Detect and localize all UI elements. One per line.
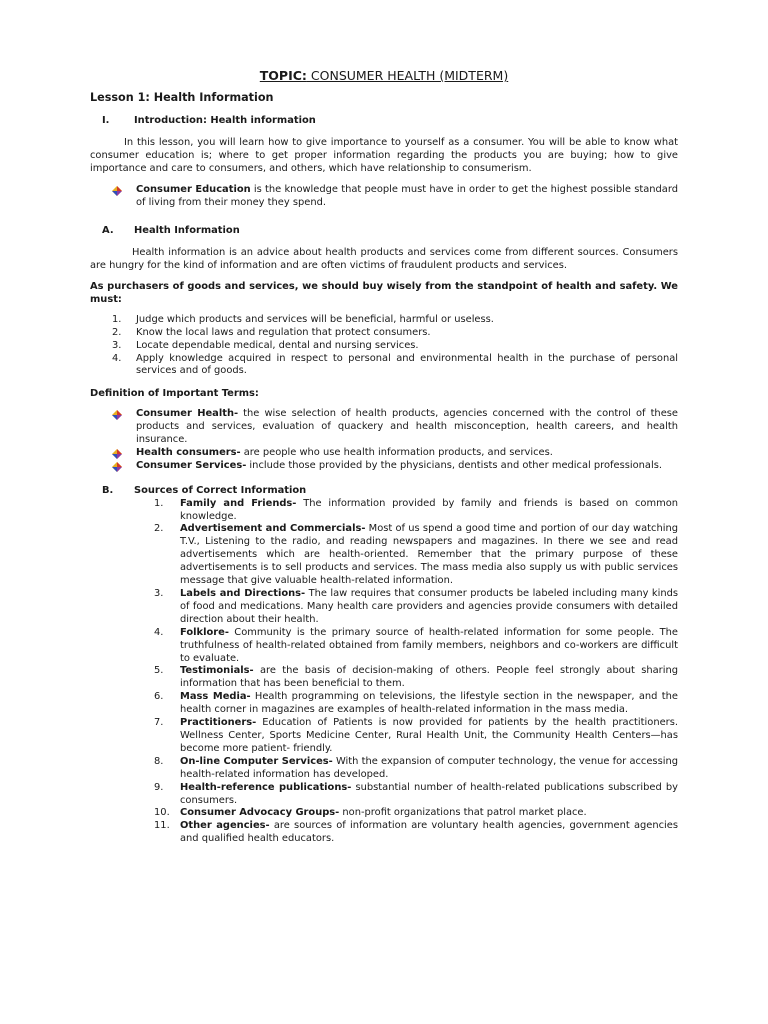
source-term: Advertisement and Commercials- bbox=[180, 523, 366, 535]
list-item bbox=[154, 717, 678, 756]
source-term: Consumer Advocacy Groups- bbox=[180, 807, 340, 819]
bullet-diamond-icon bbox=[112, 184, 136, 196]
definition-term: Health consumers- bbox=[136, 446, 241, 458]
definition-text: is the knowledge that people must have in order to get the highest possible standard of living from their money they spend. bbox=[136, 184, 678, 209]
source-term: Mass Media- bbox=[180, 691, 251, 703]
definition-text: are people who use health information products, and services. bbox=[240, 446, 553, 458]
section-heading-sources bbox=[90, 485, 678, 498]
list-number: 5. bbox=[154, 665, 164, 677]
must-list bbox=[112, 314, 678, 379]
source-term: On-line Computer Services- bbox=[180, 755, 333, 767]
source-text: Health programming on televisions, the lifestyle section in the newspaper, and the health corner in magazines are examples of health-related information in the mass media. bbox=[180, 691, 678, 716]
definition-text: the wise selection of health products, agencies concerned with the control of these products and services, evaluation of quackery and health misconception, health careers, and health insurance. bbox=[136, 408, 678, 446]
source-text: non-profit organizations that patrol market place. bbox=[339, 807, 587, 819]
intro-paragraph: In this lesson, you will learn how to give importance to yourself as a consumer. You will be able to know what consumer education is; where to get proper information regarding the products you are buying; how to give importance and care to consumers, and others, which have relationship to consumerism. bbox=[90, 136, 678, 174]
lesson-heading: Lesson 1: Health Information bbox=[90, 90, 274, 104]
list-number: 2. bbox=[154, 523, 164, 535]
definition-bullet bbox=[112, 447, 678, 460]
definition-bullet bbox=[112, 460, 678, 473]
source-text: Community is the primary source of health-related information for some people. The truthfulness of health-related obtained from family members, neighbors and co-workers are difficult to evaluate. bbox=[180, 626, 678, 664]
source-text: The information provided by family and friends is based on common knowledge. bbox=[180, 497, 678, 522]
list-number: 8. bbox=[154, 755, 164, 767]
section-number: B. bbox=[102, 484, 114, 496]
list-item bbox=[154, 807, 678, 820]
section-number: I. bbox=[102, 114, 110, 126]
list-item bbox=[154, 756, 678, 782]
bullet-diamond-icon bbox=[112, 460, 136, 472]
list-number: 3. bbox=[154, 588, 164, 599]
must-paragraph: As purchasers of goods and services, we should buy wisely from the standpoint of health and safety. We must: bbox=[90, 280, 678, 305]
source-text: are the basis of decision-making of others. People feel strongly about sharing information that has been beneficial to them. bbox=[180, 665, 678, 690]
title-text: CONSUMER HEALTH (MIDTERM) bbox=[306, 68, 509, 83]
definition-bullet bbox=[112, 408, 678, 447]
source-term: Family and Friends- bbox=[180, 497, 297, 509]
list-number: 2. bbox=[112, 326, 122, 338]
sources-list bbox=[154, 498, 678, 846]
section-title: Health Information bbox=[134, 225, 240, 237]
section-heading-intro bbox=[90, 115, 678, 128]
source-term: Other agencies- bbox=[180, 820, 270, 832]
definition-term: Consumer Health- bbox=[136, 408, 239, 420]
source-term: Labels and Directions- bbox=[180, 588, 306, 599]
list-text: Judge which products and services will be beneficial, harmful or useless. bbox=[136, 313, 494, 325]
bullet-diamond-icon bbox=[112, 447, 136, 459]
section-title: Introduction: Health information bbox=[134, 114, 316, 126]
bullet-diamond-icon bbox=[112, 408, 136, 420]
list-number: 10. bbox=[154, 807, 170, 819]
list-number: 3. bbox=[112, 339, 122, 351]
section-title: Sources of Correct Information bbox=[134, 484, 307, 496]
section-number: A. bbox=[102, 225, 114, 237]
source-text: Most of us spend a good time and portion of our day watching T.V., Listening to the radio, and reading newspapers and magazines. In there we see and read advertisements which are health-oriented. Remember that the primary purpose of these advertisements is to sell products and services. The mass media also supply us with public services message that give valuable health-related information. bbox=[180, 523, 679, 587]
list-item bbox=[112, 327, 678, 340]
section-heading-health-information bbox=[90, 225, 678, 238]
list-item bbox=[154, 691, 678, 717]
list-number: 7. bbox=[154, 717, 164, 729]
list-number: 4. bbox=[154, 626, 164, 638]
title-label: TOPIC: bbox=[259, 68, 307, 83]
definition-term: Consumer Education bbox=[136, 184, 251, 196]
source-term: Folklore- bbox=[180, 626, 229, 638]
list-text: Apply knowledge acquired in respect to personal and environmental health in the purchase of personal services and of goods. bbox=[136, 352, 678, 377]
source-text: With the expansion of computer technology, the venue for accessing health-related information has developed. bbox=[180, 755, 678, 780]
list-text: Locate dependable medical, dental and nursing services. bbox=[136, 339, 419, 351]
list-item bbox=[154, 627, 678, 666]
definitions-heading: Definition of Important Terms: bbox=[90, 388, 259, 400]
source-term: Practitioners- bbox=[180, 717, 257, 729]
source-text: are sources of information are voluntary health agencies, government agencies and qualified health educators. bbox=[180, 820, 678, 845]
source-text: Education of Patients is now provided for patients by the health practitioners. Wellness Center, Sports Medicine Center, Rural Health Unit, the Community Health Centers—has become more patient- friendly. bbox=[180, 717, 678, 754]
source-text: substantial number of health-related publications subscribed by consumers. bbox=[180, 781, 678, 806]
definition-term: Consumer Services- bbox=[136, 459, 247, 471]
definition-text: include those provided by the physicians, dentists and other medical professionals. bbox=[246, 459, 663, 471]
list-number: 9. bbox=[154, 781, 164, 793]
list-item bbox=[154, 820, 678, 846]
list-item bbox=[154, 523, 678, 588]
list-item bbox=[112, 340, 678, 353]
list-number: 11. bbox=[154, 820, 170, 832]
list-item bbox=[112, 314, 678, 327]
list-text: Know the local laws and regulation that protect consumers. bbox=[136, 326, 431, 338]
list-item bbox=[154, 498, 678, 524]
document-page bbox=[90, 70, 678, 853]
list-number: 6. bbox=[154, 691, 164, 703]
health-information-paragraph: Health information is an advice about health products and services come from different sources. Consumers are hungry for the kind of information and are often victims of fraudulent products and services. bbox=[90, 247, 678, 272]
list-number: 1. bbox=[112, 313, 122, 325]
list-item bbox=[154, 782, 678, 808]
list-item bbox=[112, 353, 678, 379]
source-term: Health-reference publications- bbox=[180, 781, 352, 793]
list-item bbox=[154, 588, 678, 627]
consumer-education-bullet bbox=[112, 184, 678, 210]
list-number: 1. bbox=[154, 497, 164, 509]
source-text: The law requires that consumer products be labeled including many kinds of food and medications. Many health care providers and agencies provide consumers with detailed direction about their health. bbox=[180, 588, 678, 625]
list-item bbox=[154, 665, 678, 691]
page-title bbox=[90, 70, 678, 83]
list-number: 4. bbox=[112, 352, 122, 364]
source-term: Testimonials- bbox=[180, 665, 254, 677]
